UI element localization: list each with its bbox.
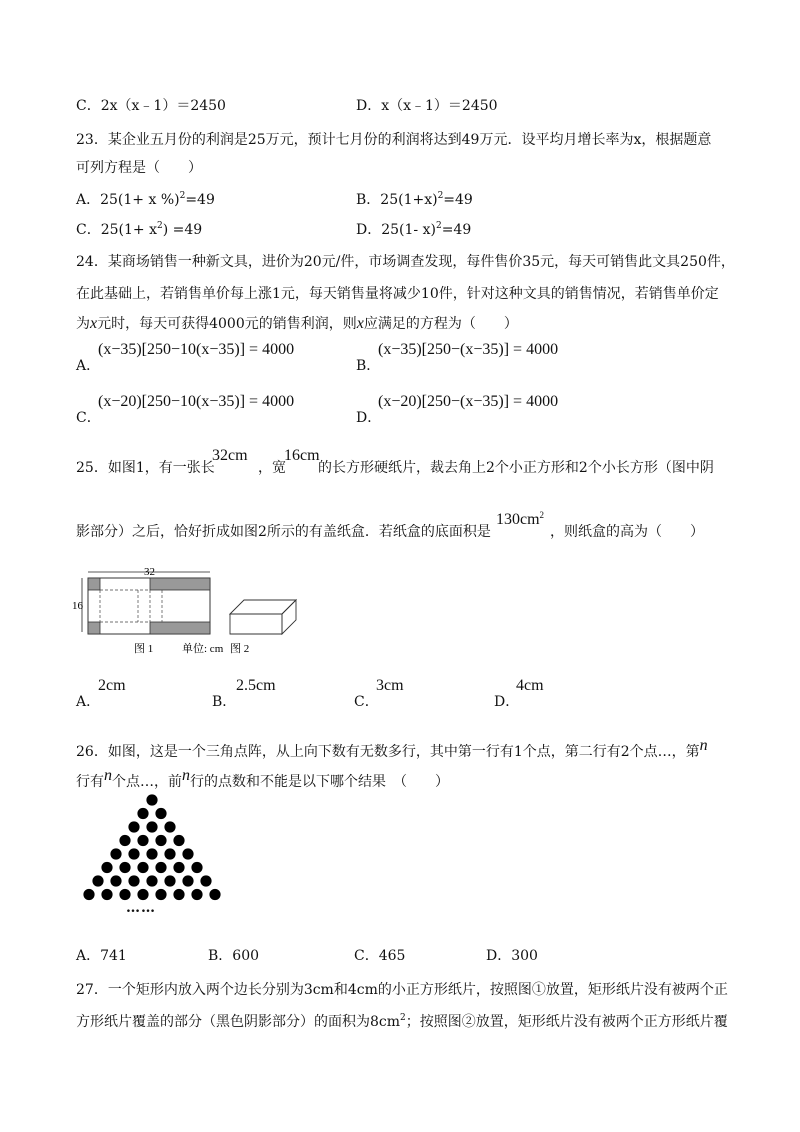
fig2-box: [230, 600, 296, 634]
q25-option-b-value: 2.5cm: [236, 677, 276, 694]
fig1-label-32: 32: [144, 566, 155, 578]
dot: [119, 862, 130, 873]
q24-option-b-equation: (x−35)[250−(x−35)] = 4000: [378, 341, 559, 358]
q23-option-d-text: D．25(1- x): [356, 222, 436, 238]
dot: [155, 835, 166, 846]
q22-option-c: C．2x（x﹣1）＝2450: [76, 98, 226, 114]
q24-option-c-label: C．: [76, 410, 101, 426]
q23-option-b-rhs: =49: [443, 192, 473, 208]
q27-stem-line2-b: ；按照图②放置，矩形纸片没有被两个正方形纸片覆: [405, 1014, 728, 1030]
q25-length: 32cm: [212, 447, 248, 464]
q26-stem-line2: [76, 767, 449, 792]
fig-unit: 单位: cm: [182, 643, 224, 655]
q26-option-d: D．300: [486, 948, 538, 964]
dot: [200, 875, 211, 886]
q25-area: [496, 510, 544, 530]
q27-stem-line2: [76, 1012, 728, 1032]
q26-var-n: n: [699, 737, 708, 754]
q25-area-text: 130cm: [496, 511, 540, 528]
q26-stem-line1-text: 26．如图，这是一个三角点阵，从上向下数有无数多行，其中第一行有1个点，第二行有2个点…，第: [76, 744, 700, 760]
dot: [155, 889, 166, 900]
dot: [164, 875, 175, 886]
q26-dot-triangle: [74, 792, 244, 922]
q26-var-n-3: n: [182, 767, 190, 784]
q23-option-a: [76, 190, 215, 210]
dot: [137, 835, 148, 846]
q25-stem-line2-a: 影部分）之后，恰好折成如图2所示的有盖纸盒．若纸盒的底面积是: [76, 524, 491, 540]
q23-option-b: [356, 190, 473, 210]
q25-option-d-value: 4cm: [516, 677, 544, 694]
q23-option-b-text: B．25(1+x): [356, 192, 438, 208]
q24-stem-line1: 24．某商场销售一种新文具，进价为20元/件，市场调查发现，每件售价35元，每天可销售此文具250件，: [76, 254, 735, 270]
fig1-shaded-square-tl: [88, 578, 100, 590]
q25-option-b-label: B．: [212, 694, 237, 710]
q23-option-b-sup: 2: [437, 191, 444, 201]
dot: [137, 808, 148, 819]
q24-var-x-2: x: [356, 315, 364, 332]
dot: [128, 821, 139, 832]
q26-stem-line2-c: 行的点数和不能是以下哪个结果 （ ）: [190, 774, 449, 790]
q24-option-b-label: B．: [356, 358, 381, 374]
dot: [101, 862, 112, 873]
q24-stem-line2: 在此基础上，若销售单价每上涨1元，每天销售量将减少10件，针对这种文具的销售情况，若销售单价定: [76, 286, 719, 302]
dot: [110, 875, 121, 886]
q23-option-c-text: C．25(1+ x: [76, 222, 157, 238]
q25-stem-line1-b: ，宽: [258, 460, 286, 476]
dot: [110, 848, 121, 859]
q24-option-a-equation: (x−35)[250−10(x−35)] = 4000: [98, 341, 295, 358]
q23-option-c-rhs: ) =49: [162, 222, 203, 238]
q25-width: 16cm: [284, 447, 320, 464]
dot: [155, 808, 166, 819]
q25-stem-line2-b: ，则纸盒的高为（ ）: [550, 524, 704, 540]
q23-stem-line2: 可列方程是（ ）: [76, 160, 202, 176]
dot: [173, 889, 184, 900]
q23-option-d: [356, 220, 471, 240]
q26-option-b: B．600: [208, 948, 260, 964]
q25-option-c-value: 3cm: [376, 677, 404, 694]
q23-option-c-sup: 2: [156, 221, 163, 231]
q25-stem-line1-c: 的长方形硬纸片，裁去角上2个小正方形和2个小长方形（图中阴: [318, 460, 714, 476]
dot: [146, 875, 157, 886]
q24-stem-line3-c: 应满足的方程为（ ）: [363, 316, 518, 332]
q25-area-sup: 2: [539, 510, 545, 520]
dot: [101, 889, 112, 900]
fig1-shaded-rect-br: [150, 622, 210, 634]
q26-option-c: C．465: [354, 948, 406, 964]
q24-stem-line3-a: 为: [76, 316, 90, 332]
fig1-caption: 图 1: [134, 643, 154, 655]
q24-option-a-label: A．: [76, 358, 101, 374]
q26-dots-continuation: ……: [126, 900, 156, 916]
dot: [146, 794, 157, 805]
q27-stem-line1: 27．一个矩形内放入两个边长分别为3cm和4cm的小正方形纸片，按照图①放置，矩形纸片没有被两个正: [76, 982, 728, 998]
dot: [182, 848, 193, 859]
q24-option-c-equation: (x−20)[250−10(x−35)] = 4000: [98, 393, 295, 410]
q25-figure: [70, 562, 340, 658]
dot: [173, 835, 184, 846]
q24-var-x: x: [90, 315, 98, 332]
fig1-shaded-rect-tr: [150, 578, 210, 590]
q27-sup: 2: [400, 1013, 406, 1023]
dot: [128, 848, 139, 859]
q23-option-a-text: A．25(1+ x %): [76, 192, 180, 208]
q23-option-a-sup: 2: [179, 191, 186, 201]
dot: [182, 875, 193, 886]
dot: [164, 821, 175, 832]
q23-option-a-rhs: =49: [185, 192, 215, 208]
q23-option-c: [76, 220, 202, 240]
q24-stem-line3-b: 元时，每天可获得4000元的销售利润，则: [97, 316, 357, 332]
q23-option-d-rhs: =49: [441, 222, 472, 238]
q26-stem-line2-a: 行有: [76, 774, 104, 790]
q26-var-n-2: n: [104, 767, 112, 784]
dot: [119, 835, 130, 846]
q23-stem-line1: 23．某企业五月份的利润是25万元，预计七月份的利润将达到49万元．设平均月增长率为x，根据题意: [76, 132, 712, 148]
dot: [92, 875, 103, 886]
q26-option-a: A．741: [76, 948, 127, 964]
fig1-shaded-square-bl: [88, 622, 100, 634]
q26-stem-line1: [76, 737, 708, 762]
q25-stem-line1-a: 25．如图1，有一张长: [76, 460, 215, 476]
dot: [164, 848, 175, 859]
dot: [128, 875, 139, 886]
fig1-label-16: 16: [72, 600, 83, 612]
q23-option-d-sup: 2: [435, 221, 442, 231]
q25-option-c-label: C．: [354, 694, 379, 710]
dot: [146, 848, 157, 859]
q25-option-a-value: 2cm: [98, 677, 126, 694]
q26-stem-line2-b: 个点…，前: [112, 774, 182, 790]
dot: [155, 862, 166, 873]
q25-option-d-label: D．: [494, 694, 520, 710]
dot: [83, 889, 94, 900]
fig1-fold-lines: [100, 590, 162, 622]
dot: [191, 862, 202, 873]
dot: [209, 889, 220, 900]
q27-stem-line2-a: 方形纸片覆盖的部分（黑色阴影部分）的面积为8cm: [76, 1014, 401, 1030]
dot: [146, 821, 157, 832]
dot: [191, 889, 202, 900]
q24-stem-line3: [76, 314, 518, 334]
dot: [137, 862, 148, 873]
q24-option-d-equation: (x−20)[250−(x−35)] = 4000: [378, 393, 559, 410]
q25-option-a-label: A．: [76, 694, 101, 710]
fig2-caption: 图 2: [230, 643, 250, 655]
q22-option-d: D．x（x﹣1）＝2450: [356, 98, 498, 114]
q24-option-d-label: D．: [356, 410, 382, 426]
dot: [173, 862, 184, 873]
